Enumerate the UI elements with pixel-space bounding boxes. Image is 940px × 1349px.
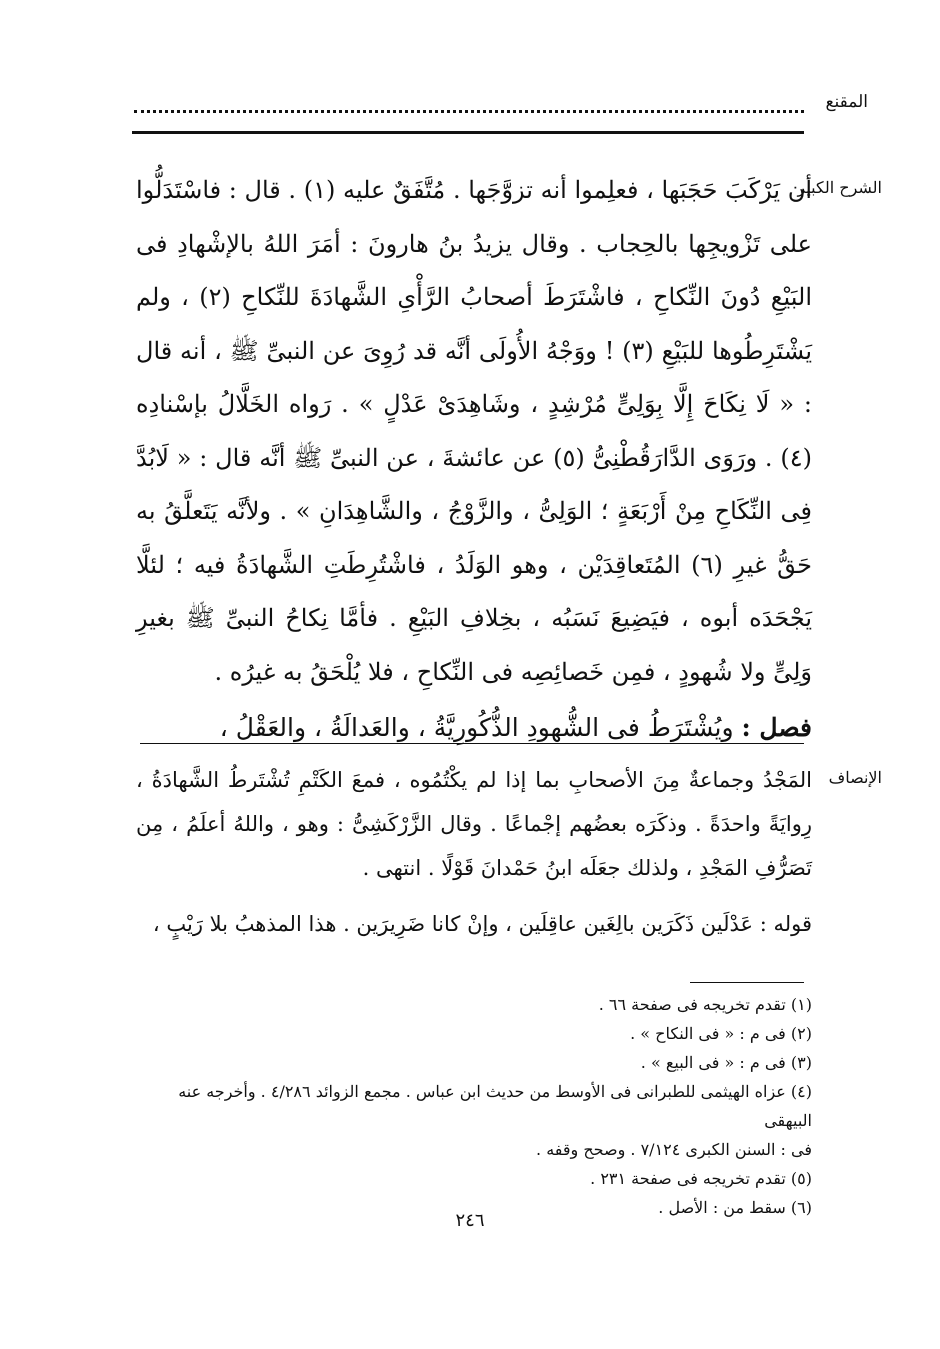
footnote: (٤) عزاه الهيثمى للطبرانى فى الأوسط من حديث ابن عباس . مجمع الزوائد ٤/٢٨٦ . وأخرجه عنه البيهقى xyxy=(178,1082,812,1130)
footnotes-rule xyxy=(690,982,804,983)
header-rule xyxy=(132,131,804,134)
running-header-title: المقنع xyxy=(825,92,868,112)
header-dotted-line xyxy=(134,98,804,113)
fasl-heading: فصل : xyxy=(741,713,812,742)
fasl-line xyxy=(136,701,812,754)
sharh-paragraph: أن يَرْكَبَ حَجَبَها ، فعلِموا أنه تزوَّجَها . مُتَّفَقٌ عليه (١) . قال : فاسْتَدَلُّوا على تَزْويجِها بالحِجاب . وقال يزيدُ بنُ هارونَ : أمَرَ اللهُ بالإشْهادِ فى البَيْعِ دُونَ النِّكاحِ ، فاشْتَرَطَ أصحابُ الرَّأْىِ الشَّهادَةَ للنِّكاحِ (٢) ، ولم يَشْتَرِطُوها للبَيْعِ (٣) ! ووَجْهُ الأُولَى أنَّه قد رُوِىَ عن النبىِّ ﷺ ، أنه قال : « لَا نِكَاحَ إِلَّا بِوَلِىٍّ مُرْشِدٍ ، وشَاهِدَىْ عَدْلٍ » . رَواه الخَلَّالُ بإسْنادِه (٤) . ورَوَى الدَّارَقُطْنِىُّ (٥) عن عائشةَ ، عن النبىِّ ﷺ أنَّه قال : « لَابُدَّ فِى النِّكَاحِ مِنْ أَرْبَعَةٍ ؛ الوَلِىُّ ، والزَّوْجُ ، والشَّاهِدَانِ » . ولأنَّه يَتَعلَّقُ به حَقُّ غيرِ (٦) المُتَعاقِدَيْن ، وهو الوَلَدُ ، فاشْتُرِطَتِ الشَّهادَةُ فيه ؛ لئلَّا يَجْحَدَه أبوه ، فيَضِيعَ نَسَبُه ، بخِلافِ البَيْعِ . فأمَّا نِكاحُ النبىِّ ﷺ بغيرِ وَلِىٍّ ولا شُهودٍ ، فمِن خَصائِصِه فى النِّكاحِ ، فلا يُلْحَقُ به غيرُه . xyxy=(136,176,813,686)
page-number: ٢٤٦ xyxy=(455,1210,485,1231)
footnote: (٢) فى م : « فى النكاح » . xyxy=(630,1024,812,1043)
section-label-sharh: الشرح الكبير xyxy=(797,178,882,197)
footnotes xyxy=(140,990,812,1222)
footnote: (١) تقدم تخريجه فى صفحة ٦٦ . xyxy=(598,995,812,1014)
fasl-text: ويُشْتَرَطُ فى الشُّهودِ الذُّكُورِيَّةُ ، والعَدالَةُ ، والعَقْلُ ، xyxy=(219,713,734,742)
section-label-insaf: الإنصاف xyxy=(828,768,882,787)
footnote-continuation: فى : السنن الكبرى ٧/١٢٤ . وصحح وقفه . xyxy=(536,1140,812,1159)
sharh-section xyxy=(136,164,812,754)
section-divider xyxy=(140,743,804,744)
footnote: (٣) فى م : « فى البيع » . xyxy=(640,1053,812,1072)
footnote: (٦) سقط من : الأصل . xyxy=(658,1198,812,1217)
insaf-paragraph: المَجْدُ وجماعةٌ مِنَ الأصحابِ بما إذا لم يكْتُمُوه ، فمعَ الكَتْمِ تُشْتَرطُ الشَّهادَةُ ، رِوايَةً واحدَةً . وذكَرَه بعضُهم إجْماعًا . وقال الزَّرْكَشِىُّ : وهو ، واللهُ أعلَمُ ، مِن تَصَرُّفِ المَجْدِ ، ولذلك جعَلَه ابنُ حَمْدانَ قَوْلًا . انتهى . xyxy=(136,768,812,880)
insaf-qawl-line: قوله : عَدْلَين ذَكَرَين بالِغَين عاقِلَين ، وإنْ كانا ضَرِيرَين . هذا المذهبُ بلا رَيْبٍ ، xyxy=(152,912,812,936)
insaf-section xyxy=(136,758,812,946)
footnote: (٥) تقدم تخريجه فى صفحة ٢٣١ . xyxy=(590,1169,812,1188)
